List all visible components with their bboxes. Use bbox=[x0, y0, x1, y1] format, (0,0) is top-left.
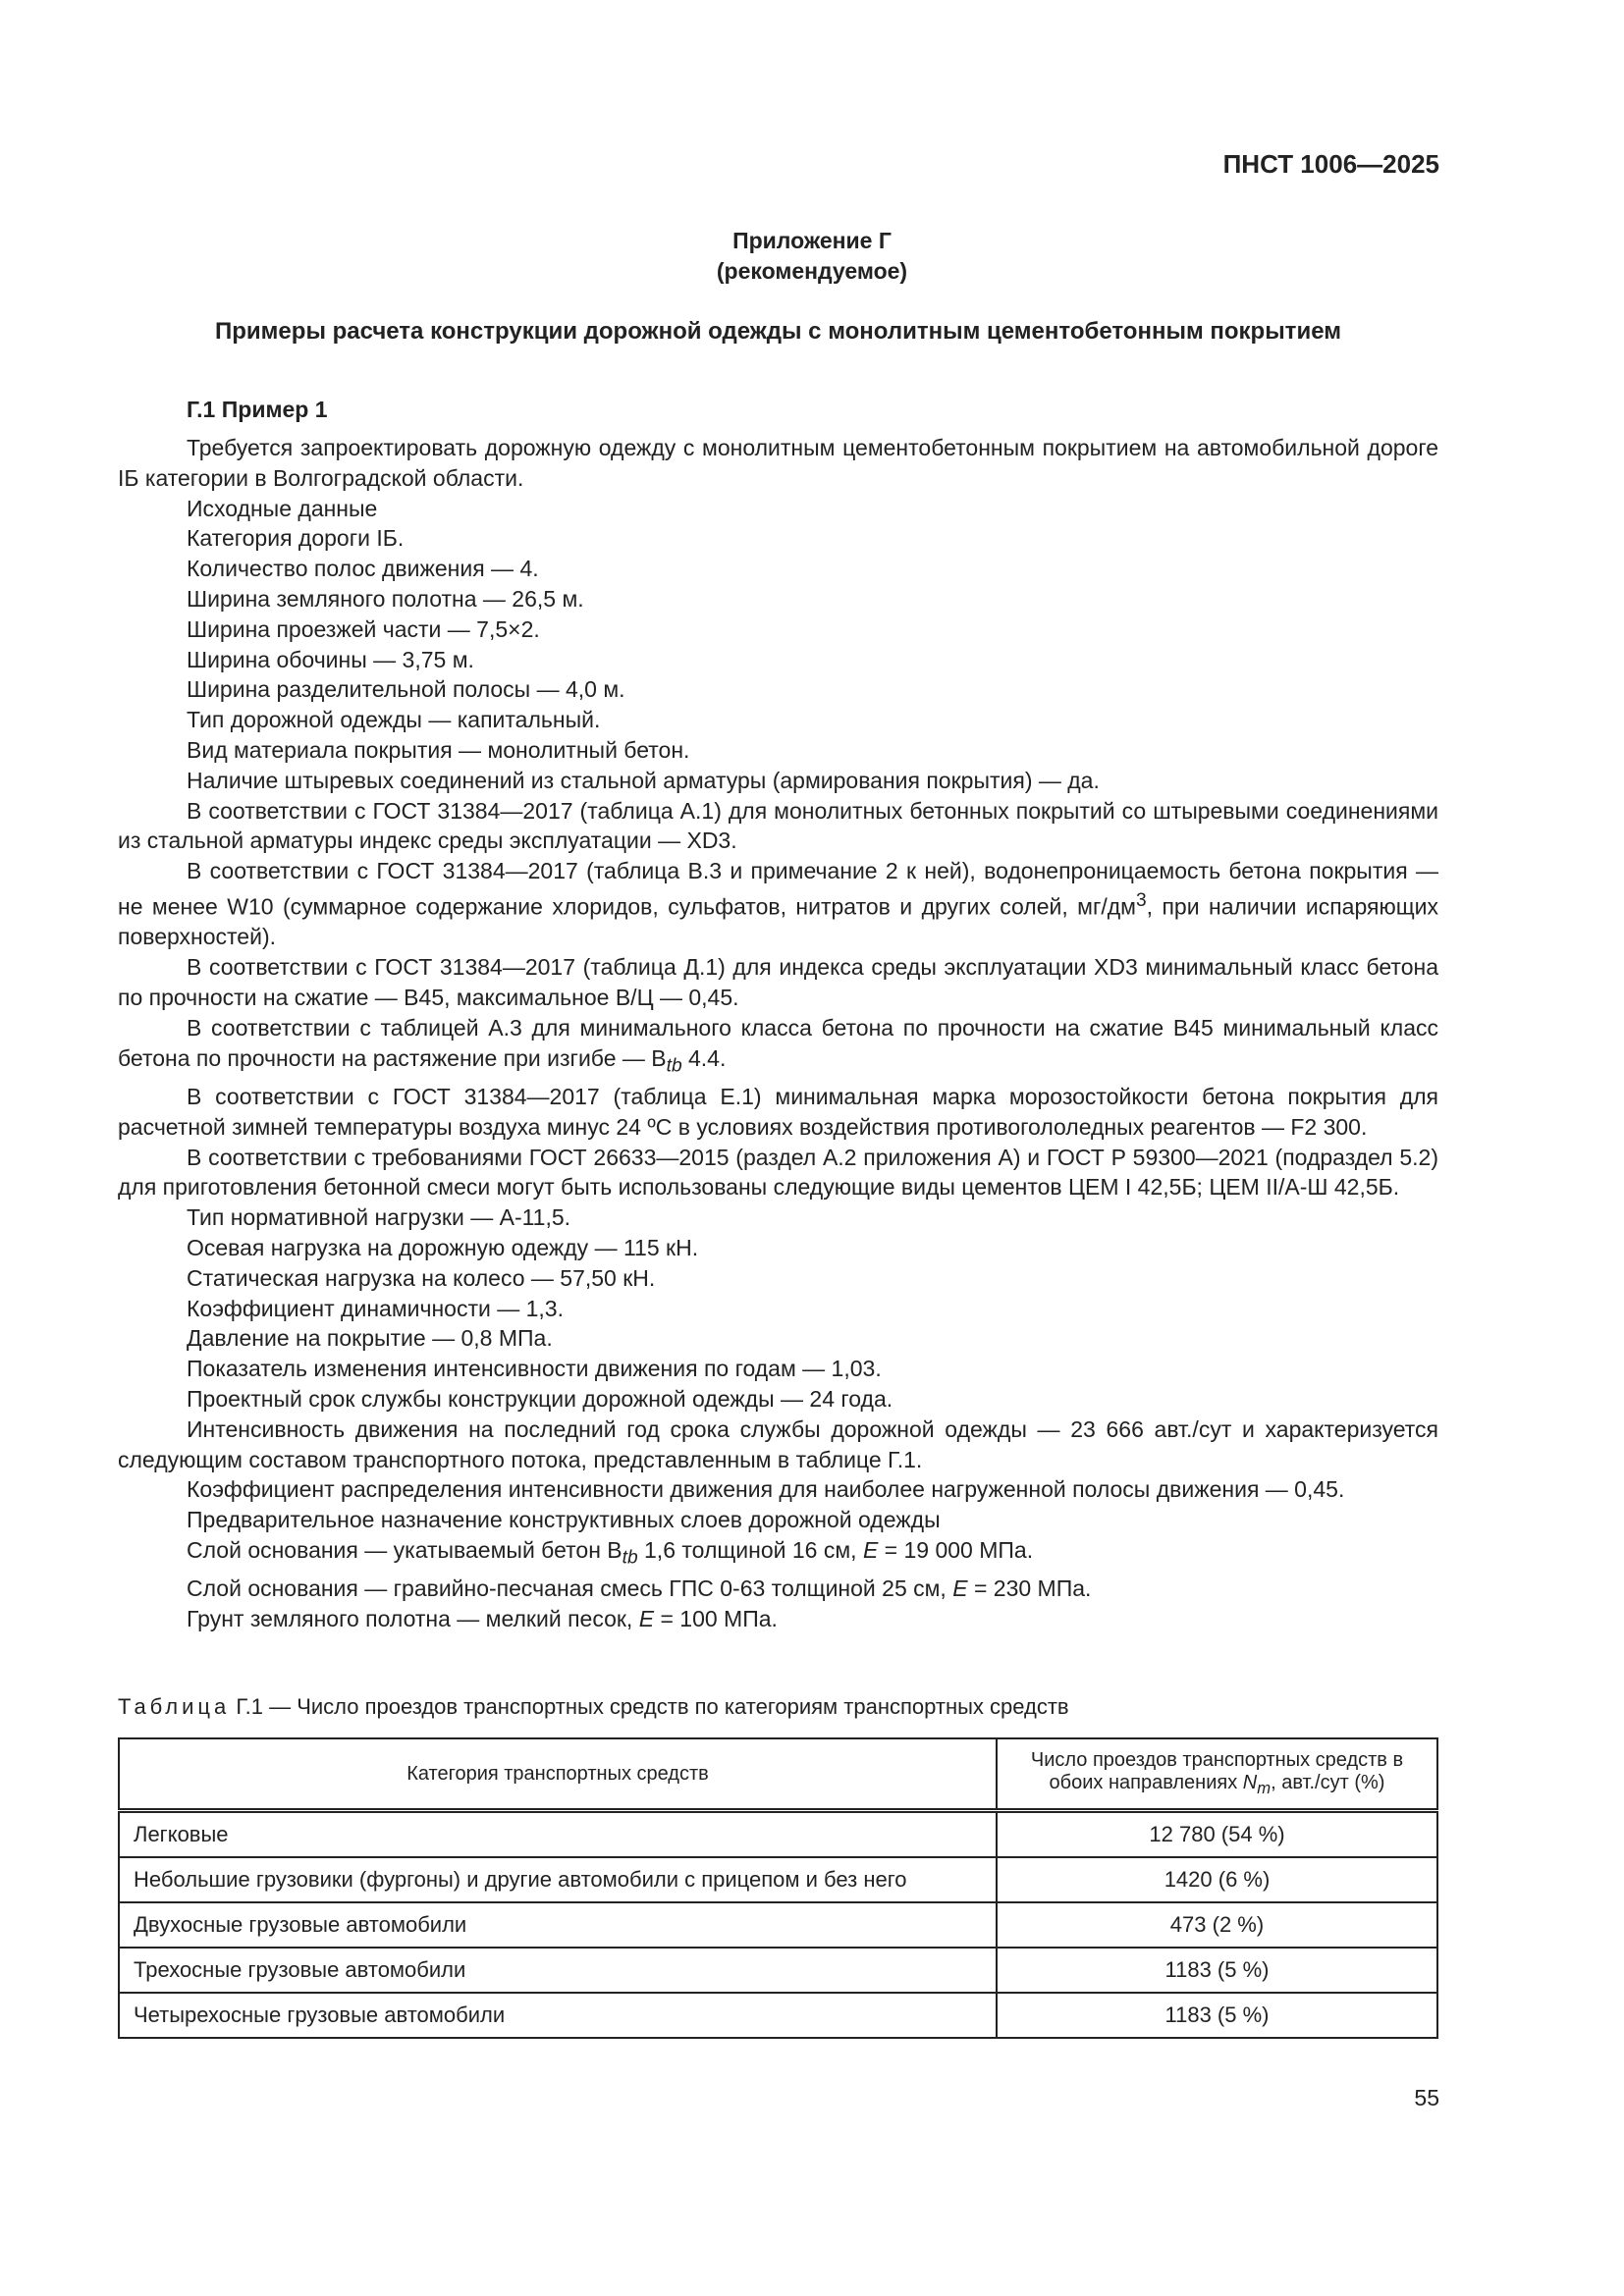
paragraph: Предварительное назначение конструктивных слоев дорожной одежды bbox=[187, 1507, 941, 1533]
table-row bbox=[119, 1902, 1437, 1948]
body-text bbox=[118, 433, 1438, 1634]
cell-count: 1183 (5 %) bbox=[997, 1993, 1437, 2038]
paragraph: Количество полос движения — 4. bbox=[187, 556, 539, 582]
paragraph: Слой основания — гравийно-песчаная смесь ГПС 0-63 толщиной 25 см, E = 230 МПа. bbox=[187, 1575, 1092, 1602]
appendix-title: Приложение Г bbox=[732, 228, 892, 253]
paragraph: Проектный срок службы конструкции дорожной одежды — 24 года. bbox=[187, 1385, 893, 1412]
cell-category: Двухосные грузовые автомобили bbox=[119, 1902, 997, 1948]
table-header-row bbox=[119, 1738, 1437, 1811]
cell-category: Легковые bbox=[119, 1811, 997, 1858]
table-caption-label: Таблица bbox=[118, 1694, 231, 1719]
paragraph: Ширина разделительной полосы — 4,0 м. bbox=[187, 676, 625, 703]
page-number: 55 bbox=[1414, 2085, 1439, 2110]
cell-count: 1420 (6 %) bbox=[997, 1857, 1437, 1902]
paragraph: В соответствии с ГОСТ 31384—2017 (таблица Е.1) минимальная марка морозостойкости бетона покрытия для расчетной зимней температуры воздуха минус 24 ºС в условиях воздействия противогололедных реагентов — F2 300. bbox=[118, 1083, 1438, 1140]
paragraph: В соответствии с таблицей А.3 для минимального класса бетона по прочности на сжатие В45 минимальный класс бетона по прочности на растяжение при изгибе — $B_{tb}$ 4.4. bbox=[118, 1014, 1438, 1077]
paragraph: Статическая нагрузка на колесо — 57,50 кН. bbox=[187, 1264, 656, 1291]
paragraph: Тип нормативной нагрузки — А-11,5. bbox=[187, 1204, 571, 1231]
paragraph: Коэффициент динамичности — 1,3. bbox=[187, 1295, 564, 1321]
paragraph: Давление на покрытие — 0,8 МПа. bbox=[187, 1325, 553, 1352]
paragraph: Коэффициент распределения интенсивности движения для наиболее нагруженной полосы движения — 0,45. bbox=[187, 1476, 1345, 1503]
vehicle-table bbox=[118, 1737, 1438, 2039]
cell-category: Трехосные грузовые автомобили bbox=[119, 1948, 997, 1993]
table-row bbox=[119, 1948, 1437, 1993]
paragraph: Вид материала покрытия — монолитный бетон. bbox=[187, 736, 690, 763]
paragraph: Интенсивность движения на последний год срока службы дорожной одежды — 23 666 авт./сут и характеризуется следующим составом транспортного потока, представленным в таблице Г.1. bbox=[118, 1415, 1438, 1472]
paragraph: Осевая нагрузка на дорожную одежду — 115 кН. bbox=[187, 1234, 699, 1260]
table-row bbox=[119, 1857, 1437, 1902]
table-caption bbox=[118, 1694, 1069, 1720]
main-title: Примеры расчета конструкции дорожной одежды с монолитным цементобетонным покрытием bbox=[215, 318, 1341, 345]
paragraph: В соответствии с ГОСТ 31384—2017 (таблица А.1) для монолитных бетонных покрытий со штыревыми соединениями из стальной арматуры индекс среды эксплуатации — XD3. bbox=[118, 797, 1438, 854]
table-row bbox=[119, 1993, 1437, 2038]
paragraph: Наличие штыревых соединений из стальной арматуры (армирования покрытия) — да. bbox=[187, 767, 1100, 793]
header-category: Категория транспортных средств bbox=[119, 1738, 997, 1811]
paragraph: Ширина земляного полотна — 26,5 м. bbox=[187, 585, 584, 612]
paragraph: В соответствии с ГОСТ 31384—2017 (таблица В.3 и примечание 2 к ней), водонепроницаемость бетона покрытия — не менее W10 (суммарное содержание хлоридов, сульфатов, нитратов и других солей, $мг/дм^3$, при наличии испаряющих поверхностей). bbox=[118, 858, 1438, 950]
paragraph: Слой основания — укатываемый бетон $B_{tb}$ 1,6 толщиной 16 см, E = 19 000 МПа. bbox=[187, 1536, 1034, 1569]
cell-count: 473 (2 %) bbox=[997, 1902, 1437, 1948]
appendix-subtitle: (рекомендуемое) bbox=[716, 258, 908, 284]
cell-count: 12 780 (54 %) bbox=[997, 1811, 1437, 1858]
paragraph: В соответствии с ГОСТ 31384—2017 (таблица Д.1) для индекса среды эксплуатации XD3 минимальный класс бетона по прочности на сжатие — В45, максимальное В/Ц — 0,45. bbox=[118, 954, 1438, 1010]
cell-count: 1183 (5 %) bbox=[997, 1948, 1437, 1993]
paragraph: Тип дорожной одежды — капитальный. bbox=[187, 707, 601, 733]
paragraph: Ширина проезжей части — 7,5×2. bbox=[187, 615, 540, 642]
section-title: Г.1 Пример 1 bbox=[187, 397, 328, 422]
cell-category: Небольшие грузовики (фургоны) и другие автомобили с прицепом и без него bbox=[119, 1857, 997, 1902]
header-count: Число проездов транспортных средств в обоих направлениях $N_m$, авт./сут (%) bbox=[997, 1738, 1437, 1811]
paragraph: В соответствии с требованиями ГОСТ 26633—2015 (раздел А.2 приложения А) и ГОСТ Р 59300—2021 (подраздел 5.2) для приготовления бетонной смеси могут быть использованы следующие виды цементов ЦЕМ I 42,5Б; ЦЕМ II/А-Ш 42,5Б. bbox=[118, 1144, 1438, 1201]
document-id: ПНСТ 1006—2025 bbox=[1222, 149, 1439, 179]
paragraph: Категория дороги IБ. bbox=[187, 525, 405, 552]
table-caption-text: Г.1 — Число проездов транспортных средств по категориям транспортных средств bbox=[236, 1694, 1069, 1719]
appendix-heading bbox=[0, 226, 1624, 287]
paragraph: Ширина обочины — 3,75 м. bbox=[187, 646, 474, 672]
cell-category: Четырехосные грузовые автомобили bbox=[119, 1993, 997, 2038]
paragraph: Исходные данные bbox=[187, 495, 378, 521]
paragraph: Показатель изменения интенсивности движения по годам — 1,03. bbox=[187, 1356, 882, 1382]
table-row bbox=[119, 1811, 1437, 1858]
paragraph: Грунт земляного полотна — мелкий песок, E = 100 МПа. bbox=[187, 1606, 778, 1632]
paragraph: Требуется запроектировать дорожную одежду с монолитным цементобетонным покрытием на автомобильной дороге IБ категории в Волгоградской области. bbox=[118, 435, 1438, 491]
